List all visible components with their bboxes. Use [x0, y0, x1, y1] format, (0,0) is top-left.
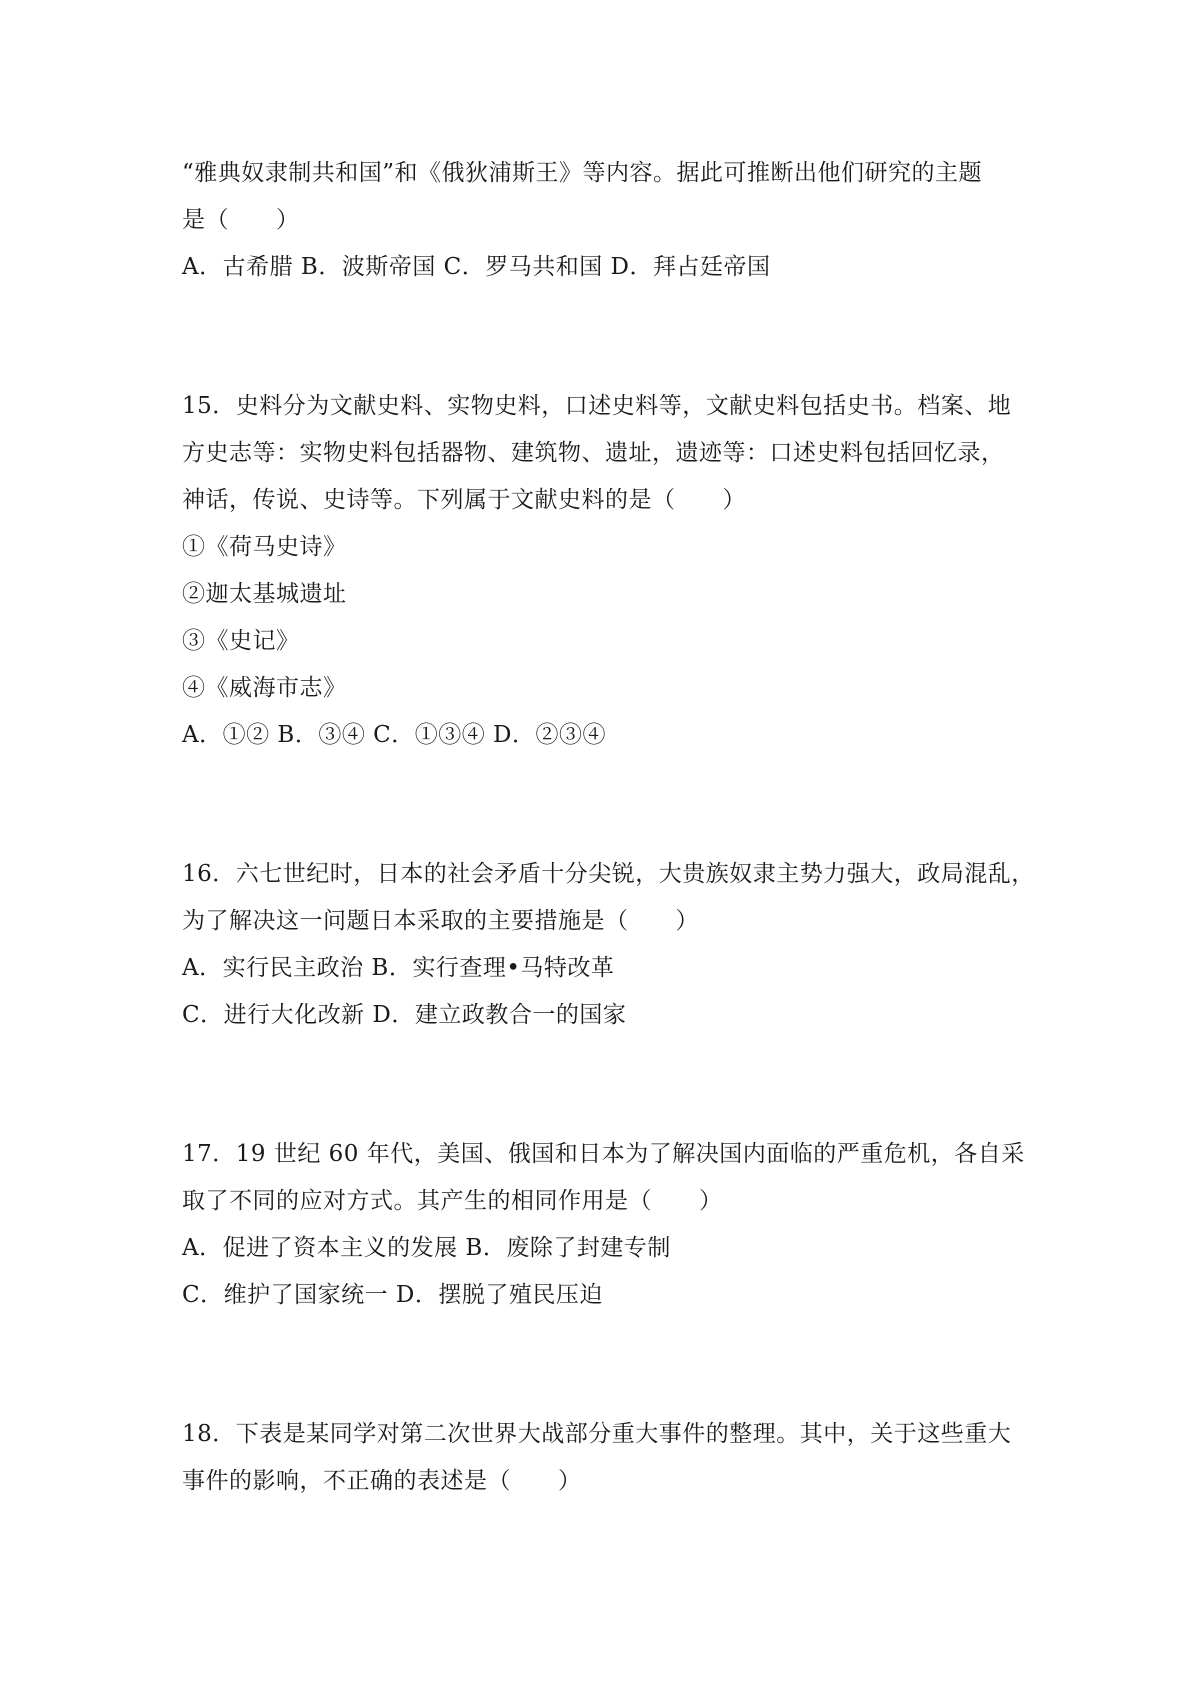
question-17	[182, 1131, 1042, 1319]
question-spacer	[182, 759, 1042, 851]
question-spacer	[182, 1319, 1042, 1411]
question-text: 18．下表是某同学对第二次世界大战部分重大事件的整理。其中，关于这些重大	[182, 1421, 1012, 1447]
question-text: 事件的影响，不正确的表述是（ ）	[182, 1468, 582, 1494]
question-text: 16．六七世纪时，日本的社会矛盾十分尖锐，大贵族奴隶主势力强大，政局混乱，	[182, 861, 1035, 887]
question-14-tail	[182, 150, 1042, 291]
question-text: 方史志等：实物史料包括器物、建筑物、遗址，遗迹等：口述史料包括回忆录，	[182, 440, 1005, 466]
question-text: 17．19 世纪 60 年代，美国、俄国和日本为了解决国内面临的严重危机，各自采	[182, 1141, 1025, 1167]
question-text: 是（ ）	[182, 207, 300, 233]
question-15	[182, 383, 1042, 759]
question-16	[182, 851, 1042, 1039]
question-list	[182, 150, 1042, 1505]
list-item: ②迦太基城遗址	[182, 581, 347, 607]
answer-options: A．促进了资本主义的发展 B．废除了封建专制	[182, 1235, 671, 1261]
answer-options: C．维护了国家统一 D．摆脱了殖民压迫	[182, 1282, 603, 1308]
answer-options: A．①② B．③④ C．①③④ D．②③④	[182, 722, 606, 748]
question-text: 取了不同的应对方式。其产生的相同作用是（ ）	[182, 1188, 723, 1214]
question-text: 为了解决这一问题日本采取的主要措施是（ ）	[182, 908, 699, 934]
answer-options: A．古希腊 B．波斯帝国 C．罗马共和国 D．拜占廷帝国	[182, 254, 771, 280]
list-item: ①《荷马史诗》	[182, 534, 347, 560]
list-item: ④《威海市志》	[182, 675, 347, 701]
list-item: ③《史记》	[182, 628, 300, 654]
answer-options: A．实行民主政治 B．实行查理•马特改革	[182, 955, 615, 981]
question-18	[182, 1411, 1042, 1505]
question-text: “雅典奴隶制共和国”和《俄狄浦斯王》等内容。据此可推断出他们研究的主题	[182, 160, 983, 186]
answer-options: C．进行大化改新 D．建立政教合一的国家	[182, 1002, 627, 1028]
question-spacer	[182, 291, 1042, 383]
question-text: 神话，传说、史诗等。下列属于文献史料的是（ ）	[182, 487, 746, 513]
question-spacer	[182, 1039, 1042, 1131]
question-text: 15．史料分为文献史料、实物史料，口述史料等，文献史料包括史书。档案、地	[182, 393, 1012, 419]
